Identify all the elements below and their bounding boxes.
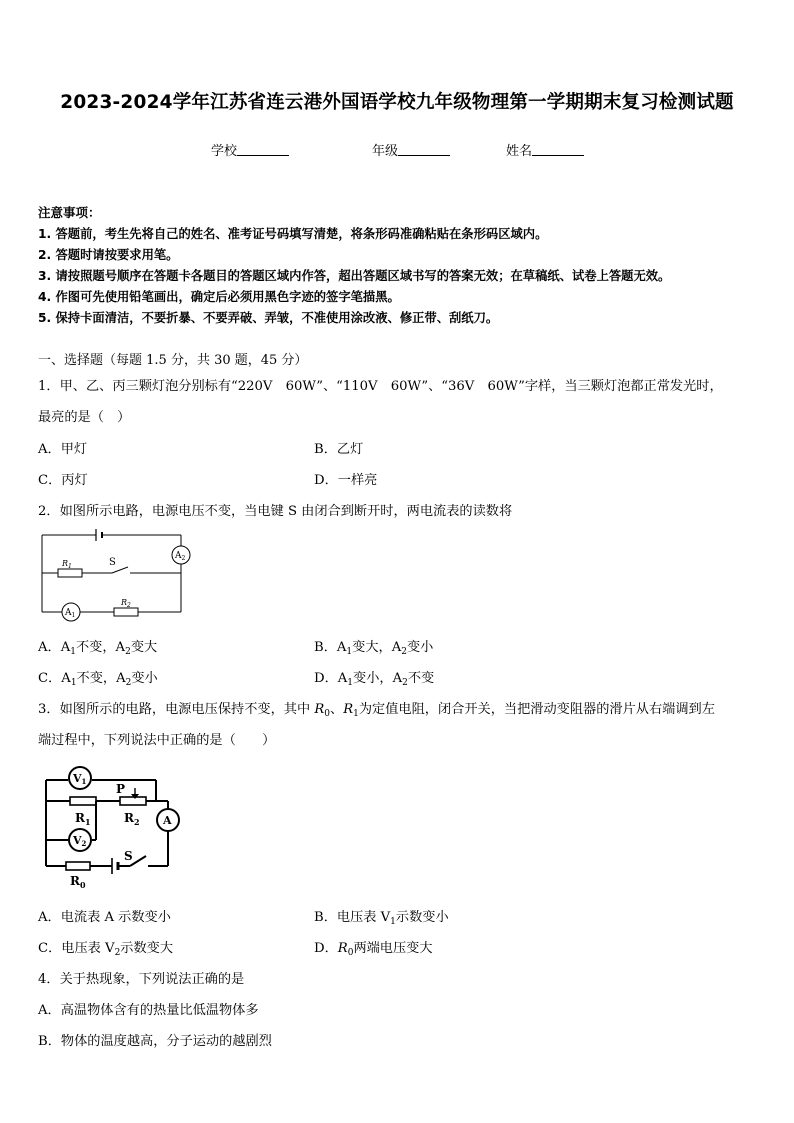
q2-option-c[interactable]: C．$A_1$不变，$A_2$变小 (38, 671, 158, 688)
q3-option-c[interactable]: C．电压表 $V_2$示数变大 (38, 941, 174, 958)
q2-option-a[interactable]: A．$A_1$不变，$A_2$变大 (38, 640, 158, 657)
grade-label: 年级 (372, 144, 399, 159)
q3-option-d[interactable]: D．$R_0$两端电压变大 (314, 941, 433, 958)
q2-r2-label: $R_2$ (121, 598, 131, 609)
grade-field[interactable] (372, 140, 450, 159)
q3-r0-label: $R_0$ (70, 874, 86, 890)
q3-stem-line2: 端过程中，下列说法中正确的是（ ） (38, 733, 276, 748)
q2-stem: 2．如图所示电路，电源电压不变，当电键 S 由闭合到断开时，两电流表的读数将 (38, 504, 513, 519)
q1-option-d[interactable]: D．一样亮 (314, 473, 378, 488)
q2-circuit-diagram (36, 524, 196, 624)
q3-option-a[interactable]: A．电流表 A 示数变小 (38, 910, 171, 925)
name-field[interactable] (506, 140, 584, 159)
q3-option-b[interactable]: B．电压表 $V_1$示数变小 (314, 910, 449, 927)
q2-a2-label: $A_2$ (175, 551, 186, 562)
note-item: 3. 请按照题号顺序在答题卡各题目的答题区域内作答，超出答题区域书写的答案无效；在草稿纸、试卷上答题无效。 (38, 269, 671, 283)
q1-option-c[interactable]: C．丙灯 (38, 473, 88, 488)
notes-heading: 注意事项： (38, 205, 101, 220)
q3-v2-label: V2 (73, 834, 87, 848)
name-label: 姓名 (506, 144, 533, 159)
q4-option-a[interactable]: A．高温物体含有的热量比低温物体多 (38, 1003, 259, 1018)
q1-option-a[interactable]: A．甲灯 (38, 442, 88, 457)
q3-v1-label: V1 (73, 772, 87, 786)
q3-r1-label: $R_1$ (75, 811, 91, 827)
note-item: 1. 答题前，考生先将自己的姓名、准考证号码填写清楚，将条形码准确粘贴在条形码区域内。 (38, 227, 548, 241)
q2-r1-label: $R_1$ (62, 559, 72, 570)
q4-option-b[interactable]: B．物体的温度越高，分子运动的越剧烈 (38, 1034, 272, 1049)
q2-a1-label: $A_1$ (65, 608, 76, 619)
q3-circuit-diagram (38, 762, 188, 894)
q3-slider-label: P (116, 782, 126, 796)
q3-r2-label: $R_2$ (124, 811, 140, 827)
q3-stem-line1: 3．如图所示的电路，电源电压保持不变，其中 $R_0$、$R_1$为定值电阻，闭合开关，当把滑动变阻器的滑片从右端调到左 (38, 702, 715, 719)
q2-option-b[interactable]: B．$A_1$变大，$A_2$变小 (314, 640, 434, 657)
note-item: 5. 保持卡面清洁，不要折暴、不要弄破、弄皱，不准使用涂改液、修正带、刮纸刀。 (38, 311, 499, 325)
page-title: 2023-2024学年江苏省连云港外国语学校九年级物理第一学期期末复习检测试题 (60, 92, 734, 113)
q1-option-b[interactable]: B．乙灯 (314, 442, 364, 457)
q1-stem-line1: 1．甲、乙、丙三颗灯泡分别标有“220V 60W”、“110V 60W”、“36V 60W”字样，当三颗灯泡都正常发光时， (38, 379, 723, 394)
school-label: 学校 (211, 144, 238, 159)
section-title: 一、选择题（每题 1.5 分，共 30 题，45 分） (38, 353, 308, 368)
q2-switch-label: S (109, 557, 116, 568)
q1-stem-line2: 最亮的是（ ） (38, 410, 131, 425)
q2-option-d[interactable]: D．$A_1$变小，$A_2$不变 (314, 671, 435, 688)
q3-ammeter-label: A (163, 814, 172, 827)
q3-switch-label: S (124, 849, 133, 863)
note-item: 4. 作图可先使用铅笔画出，确定后必须用黑色字迹的签字笔描黑。 (38, 290, 400, 304)
q4-stem: 4．关于热现象，下列说法正确的是 (38, 972, 245, 987)
note-item: 2. 答题时请按要求用笔。 (38, 248, 179, 262)
school-field[interactable] (211, 140, 289, 159)
